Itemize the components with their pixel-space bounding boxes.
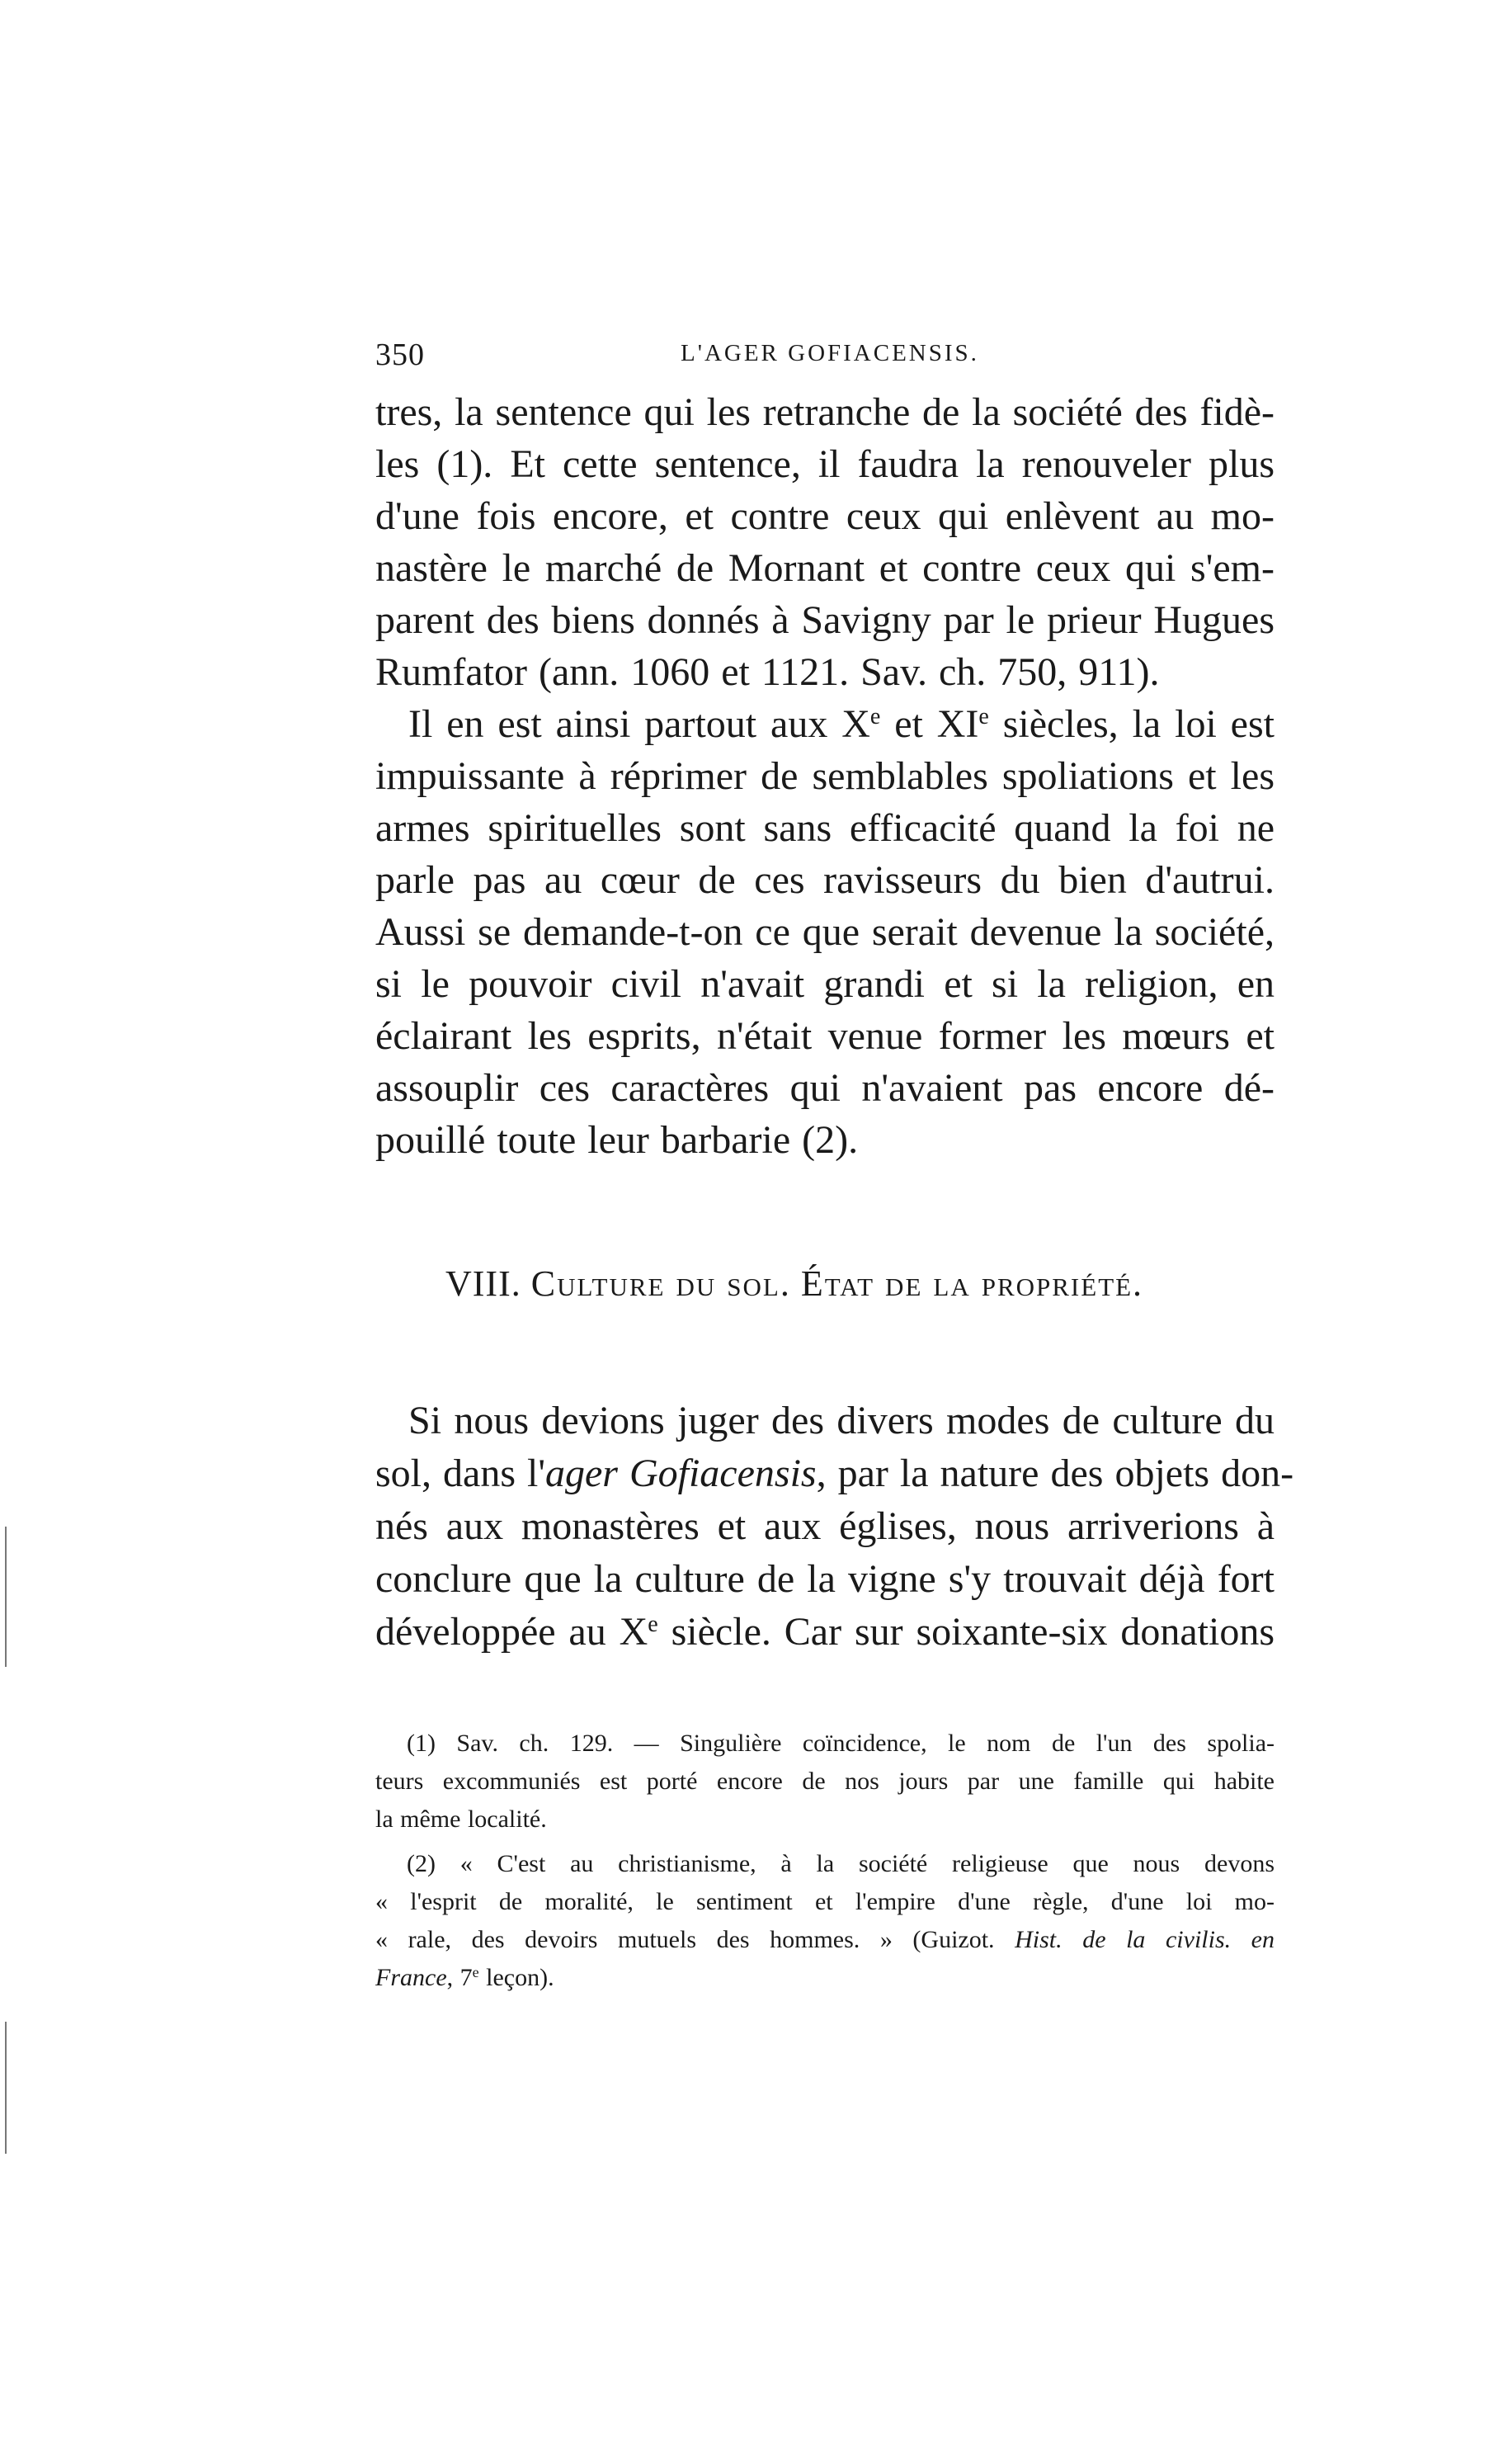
page-number: 350 [375,338,425,372]
italic-title: Hist. de la civilis. en [1015,1926,1275,1953]
superscript: e [648,1612,658,1637]
running-title: L'AGER GOFIACENSIS. [681,340,979,366]
text-segment: sol, dans l' [375,1451,545,1495]
text-line: parle pas au cœur de ces ravisseurs du bien d'autrui. [375,858,1275,902]
footnote-line [375,1921,1275,1959]
superscript: e [869,704,881,729]
text-segment: Il en est ainsi partout aux X [408,702,870,746]
text-line: assouplir ces caractères qui n'avaient pas encore dé- [375,1066,1275,1110]
footnote-line: (1) Sav. ch. 129. — Singulière coïncidence, le nom de l'un des spolia- [407,1730,1275,1757]
text-line: tres, la sentence qui les retranche de la société des fidè- [375,390,1275,434]
footnote-line: la même localité. [375,1806,547,1833]
text-segment: siècles, la loi est [988,702,1275,746]
scan-margin-mark [5,1527,7,1667]
text-line [375,698,1275,750]
section-number: VIII. [445,1263,521,1304]
footnote-line [375,1959,1275,1997]
italic-term: ager Gofiacensis [544,1451,817,1495]
body-text [375,386,1275,1166]
text-segment: leçon). [478,1964,554,1991]
italic-title: France [375,1964,447,1991]
text-segment: et XI [880,702,979,746]
text-line [375,1447,1294,1500]
footnote-line: « l'esprit de moralité, le sentiment et l'empire d'une règle, d'une loi mo- [375,1888,1275,1915]
text-segment: siècle. Car sur soixante-six donations [657,1610,1275,1654]
section-title-part1: Culture du sol. [530,1263,791,1304]
section-title-part2: État de la propriété. [800,1263,1144,1304]
text-line: nastère le marché de Mornant et contre ceux qui s'em- [375,546,1275,590]
superscript: e [978,704,989,729]
text-line: pouillé toute leur barbarie (2). [375,1118,859,1162]
text-line: les (1). Et cette sentence, il faudra la renouveler plus [375,442,1275,486]
text-line: conclure que la culture de la vigne s'y trouvait déjà fort [375,1557,1275,1601]
scan-margin-mark [5,2022,7,2154]
text-line: éclairant les esprits, n'était venue former les mœurs et [375,1014,1275,1058]
text-line: d'une fois encore, et contre ceux qui enlèvent au mo- [375,494,1275,538]
text-segment: , par la nature des objets don- [816,1451,1294,1495]
text-line: Aussi se demande-t-on ce que serait devenue la société, [375,910,1275,954]
text-segment: , 7 [446,1964,473,1991]
section-text [375,1395,1294,1659]
footnotes [375,1725,1275,1997]
superscript: e [472,1964,479,1980]
footnote-line: teurs excommuniés est porté encore de nos jours par une famille qui habite [375,1768,1275,1795]
section-heading [445,1263,1143,1305]
text-line: impuissante à réprimer de semblables spoliations et les [375,754,1275,798]
footnote-line: (2) « C'est au christianisme, à la société religieuse que nous devons [407,1850,1275,1877]
page-header [375,337,1275,386]
text-line: Si nous devions juger des divers modes de culture du [408,1399,1275,1442]
text-line: nés aux monastères et aux églises, nous arriverions à [375,1504,1275,1548]
text-segment: développée au X [375,1610,648,1654]
text-line: si le pouvoir civil n'avait grandi et si la religion, en [375,962,1275,1006]
text-line [375,1606,1275,1659]
text-segment: « rale, des devoirs mutuels des hommes. » (Guizot. [375,1926,1015,1953]
text-line: parent des biens donnés à Savigny par le prieur Hugues [375,598,1275,642]
text-line: armes spirituelles sont sans efficacité quand la foi ne [375,806,1275,850]
text-line: Rumfator (ann. 1060 et 1121. Sav. ch. 750, 911). [375,650,1160,694]
